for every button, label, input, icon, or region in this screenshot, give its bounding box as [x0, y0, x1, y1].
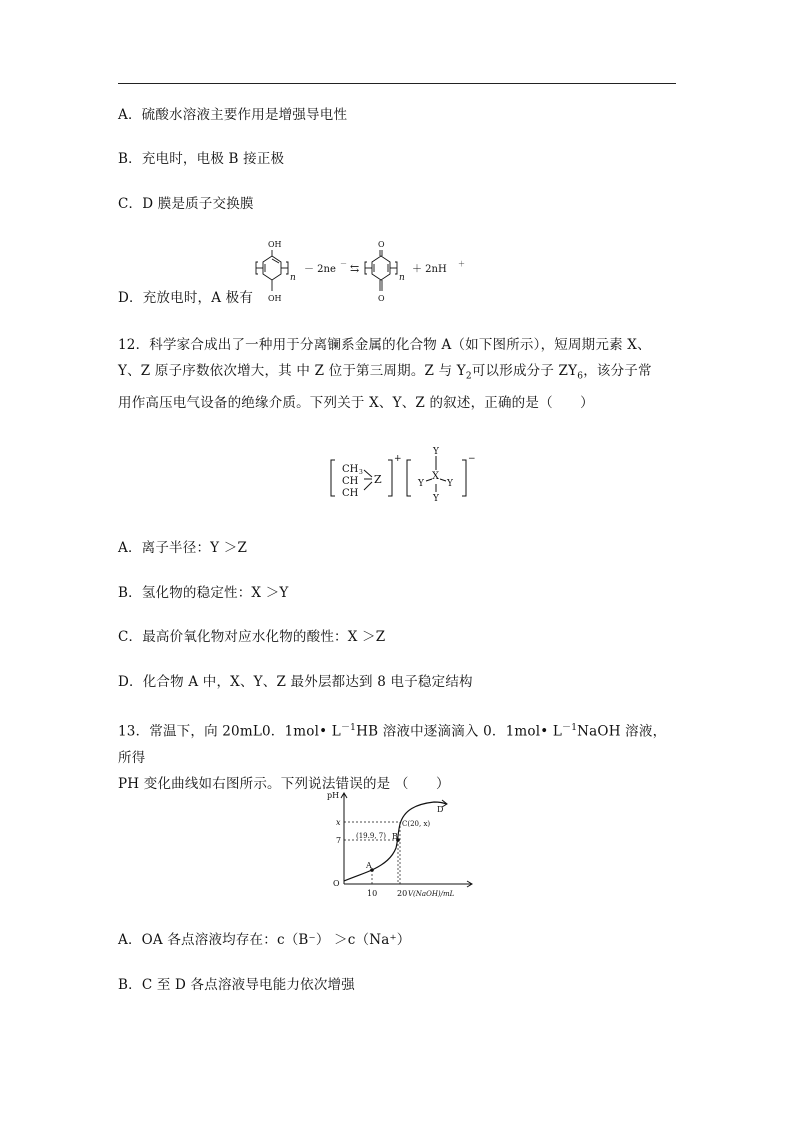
y-atom-left: Y — [418, 479, 424, 489]
ph-curve — [344, 802, 446, 881]
ch3-label-3: CH — [342, 488, 359, 499]
ph-titration-graph — [326, 788, 476, 910]
q13-stem-line-2: PH 变化曲线如右图所示。下列说法错误的是 （ ） — [118, 775, 450, 792]
proton-charge: ＋ — [458, 260, 465, 268]
x-atom: X — [432, 471, 440, 482]
x-axis-label: V(NaOH)/mL — [408, 890, 455, 898]
q12-stem-line-3: 用作高压电气设备的绝缘介质。下列关于 X、Y、Z 的叙述，正确的是（ ） — [118, 394, 594, 411]
point-a-label: A — [366, 861, 372, 870]
compound-a-structure — [326, 444, 476, 510]
y-atom-right: Y — [447, 479, 453, 489]
oh-top-label: OH — [268, 240, 282, 249]
q13-option-a: A．OA 各点溶液均存在：c（B⁻） ＞c（Na⁺） — [118, 932, 411, 948]
q12-option-b: B．氢化物的稳定性：X ＞Y — [118, 585, 289, 601]
point-b-coord: (19.9, 7) — [356, 832, 386, 840]
z-atom: Z — [374, 473, 382, 486]
point-b-label: B — [392, 832, 398, 841]
oh-bottom-label: OH — [268, 294, 282, 303]
y-axis-label: pH — [327, 791, 340, 800]
q11-option-d: D．充放电时，A 极有 — [118, 290, 254, 306]
q12-option-c: C．最高价氧化物对应水化物的酸性：X ＞Z — [118, 629, 386, 645]
q13-stem-line-1: 13．常温下，向 20mL0．1mol• $L^{-1}HB$ 溶液中逐滴滴入 0．1mol• $L^{-1}NaOH$ 溶液，所得 — [118, 723, 667, 766]
q12-option-a: A．离子半径：Y ＞Z — [118, 540, 248, 556]
header-rule — [118, 83, 676, 84]
n-subscript-2: n — [399, 273, 405, 283]
q12-stem-line-1: 12．科学家合成出了一种用于分离镧系金属的化合物 A（如下图所示），短周期元素 X、 — [118, 337, 651, 353]
q12-stem — [118, 332, 678, 416]
q12-stem-line-2: Y、Z 原子序数依次增大，其 中 Z 位于第三周期。Z 与 $Y_2$可以形成分子 $ZY_6$，该分子常 — [118, 363, 652, 382]
n-subscript-1: n — [290, 273, 296, 283]
q11-option-a: A．硫酸水溶液主要作用是增强导电性 — [118, 107, 348, 123]
origin-label: O — [333, 879, 340, 888]
point-c-label: C(20, x) — [402, 820, 431, 828]
x-tick-20: 20 — [397, 889, 408, 898]
q13-stem — [118, 715, 678, 797]
y-tick-x: x — [336, 818, 341, 827]
q13-option-b: B．C 至 D 各点溶液导电能力依次增强 — [118, 977, 355, 993]
equilibrium-arrow: ⇆ — [350, 262, 360, 275]
o-top-label: O — [378, 240, 385, 249]
y-atom-top: Y — [433, 447, 439, 457]
electron-charge: － — [340, 260, 347, 268]
hydroquinone-quinone-equation — [250, 236, 470, 310]
plus-2nh: ＋ 2nH — [412, 264, 447, 275]
minus-2ne: － 2ne — [304, 264, 336, 275]
point-d-label: D — [437, 805, 444, 814]
subscript-3: 3 — [359, 469, 363, 476]
q11-option-c: C．D 膜是质子交换膜 — [118, 196, 254, 212]
y-atom-bottom: Y — [433, 494, 439, 504]
q12-option-d: D．化合物 A 中，X、Y、Z 最外层都达到 8 电子稳定结构 — [118, 674, 473, 690]
ch3-label-2: CH — [342, 476, 359, 487]
anion-charge: − — [468, 454, 476, 464]
y-tick-7: 7 — [336, 836, 342, 845]
o-bottom-label: O — [378, 294, 385, 303]
x-tick-10: 10 — [367, 889, 378, 898]
cation-charge: + — [394, 454, 402, 464]
ch3-label-1: CH — [342, 464, 359, 475]
q11-option-b: B．充电时，电极 B 接正极 — [118, 151, 285, 167]
